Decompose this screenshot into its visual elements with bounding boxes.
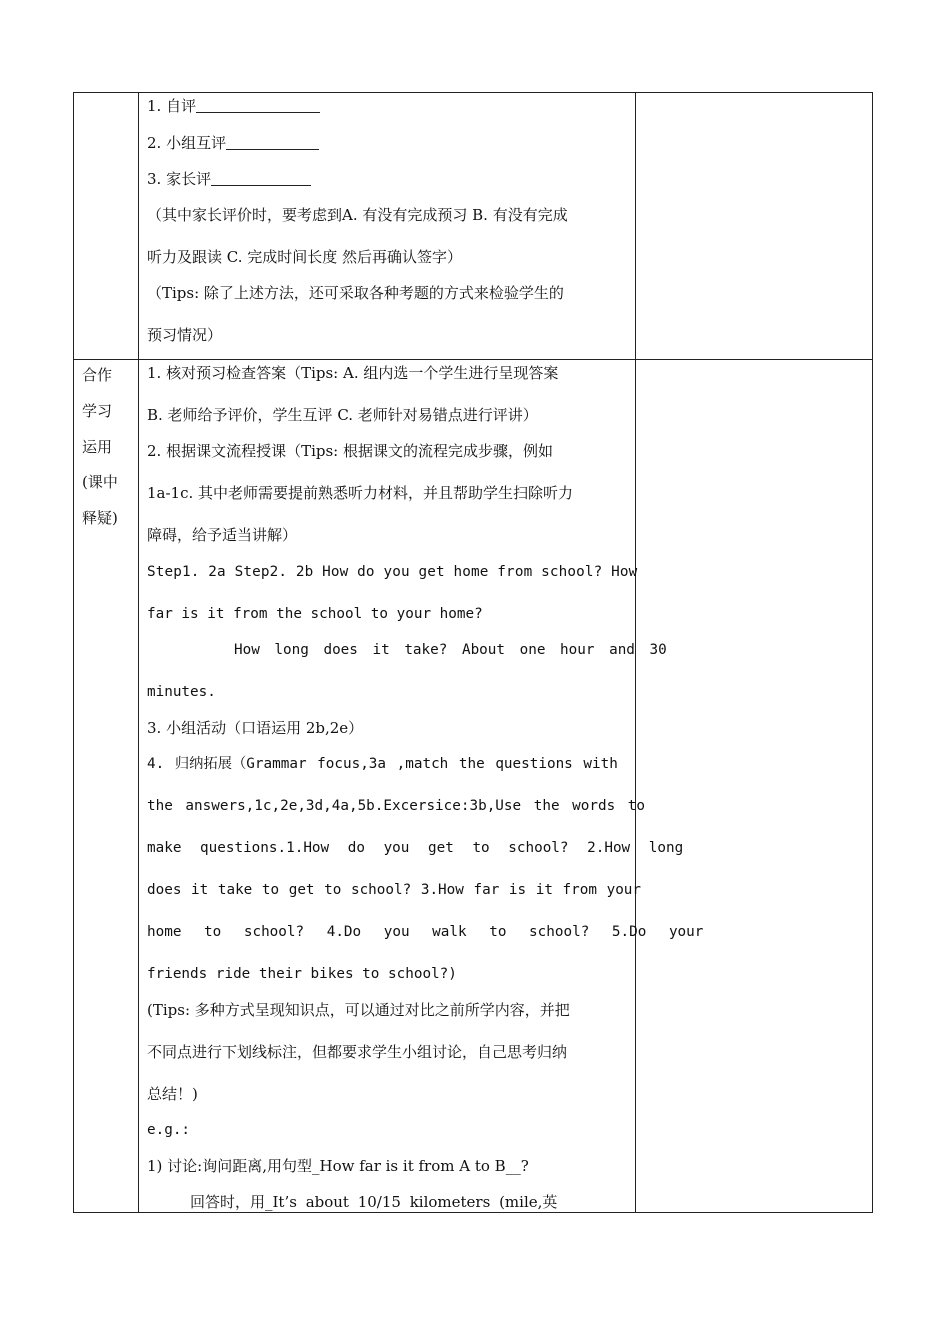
section-label-line: (课中	[82, 473, 118, 491]
parent-eval-label: 3. 家长评	[147, 170, 212, 188]
table-border-left	[73, 92, 74, 1212]
table-row-divider	[73, 359, 873, 360]
section-label-line: 学习	[82, 402, 113, 420]
section-label-line: 运用	[82, 438, 113, 456]
blank-line	[211, 171, 311, 186]
parent-note-line: （其中家长评价时，要考虑到A. 有没有完成预习 B. 有没有完成	[147, 206, 568, 224]
discussion-line: 1) 讨论:询问距离,用句型_How far is it from A to B__?	[147, 1157, 529, 1175]
tips-line: 总结！)	[147, 1085, 198, 1103]
self-eval-line	[147, 97, 320, 115]
tips-line: 预习情况）	[147, 326, 223, 344]
example-label: e.g.:	[147, 1122, 191, 1138]
summary-line: the answers,1c,2e,3d,4a,5b.Excersice:3b,Use the words to	[147, 798, 646, 814]
step-one-line: 1. 核对预习检查答案（Tips: A. 组内选一个学生进行呈现答案	[147, 364, 559, 382]
step-one-line: B. 老师给予评价，学生互评 C. 老师针对易错点进行评讲）	[147, 406, 538, 424]
step-sequence-line: minutes.	[147, 684, 216, 700]
section-label-line: 释疑)	[82, 509, 118, 527]
tips-line: （Tips: 除了上述方法，还可采取各种考题的方式来检验学生的	[147, 284, 564, 302]
step-sequence-line: far is it from the school to your home?	[147, 606, 483, 622]
summary-line: make questions.1.How do you get to school? 2.How long	[147, 840, 684, 856]
blank-line	[226, 135, 319, 150]
blank-line	[196, 98, 320, 113]
section-label-line: 合作	[82, 366, 113, 384]
step-sequence-line: How long does it take? About one hour and 30	[234, 642, 667, 658]
step-two-line: 1a-1c. 其中老师需要提前熟悉听力材料，并且帮助学生扫除听力	[147, 484, 574, 502]
tips-line: (Tips: 多种方式呈现知识点，可以通过对比之前所学内容，并把	[147, 1001, 570, 1019]
tips-line: 不同点进行下划线标注，但都要求学生小组讨论，自己思考归纳	[147, 1043, 568, 1061]
discussion-line: 回答时，用_It’s about 10/15 kilometers (mile,英	[190, 1193, 558, 1211]
step-two-line: 障碍，给予适当讲解）	[147, 526, 298, 544]
parent-eval-line	[147, 170, 311, 188]
parent-note-line: 听力及跟读 C. 完成时间长度 然后再确认签字）	[147, 248, 463, 266]
table-border-top	[73, 92, 873, 93]
step-two-line: 2. 根据课文流程授课（Tips: 根据课文的流程完成步骤，例如	[147, 442, 554, 460]
table-border-right	[872, 92, 873, 1212]
summary-line: does it take to get to school? 3.How far is it from your	[147, 882, 642, 898]
self-eval-label: 1. 自评	[147, 97, 197, 115]
step-sequence-line: Step1. 2a Step2. 2b How do you get home from school? How	[147, 564, 638, 580]
group-eval-label: 2. 小组互评	[147, 134, 227, 152]
table-column-divider	[138, 92, 139, 1212]
table-border-bottom	[73, 1212, 873, 1213]
summary-line: home to school? 4.Do you walk to school? 5.Do your	[147, 924, 704, 940]
summary-line: friends ride their bikes to school?)	[147, 966, 457, 982]
group-activity-line: 3. 小组活动（口语运用 2b,2e）	[147, 719, 364, 737]
summary-line: 4. 归纳拓展（Grammar focus,3a ,match the questions with	[147, 756, 618, 772]
group-eval-line	[147, 134, 319, 152]
